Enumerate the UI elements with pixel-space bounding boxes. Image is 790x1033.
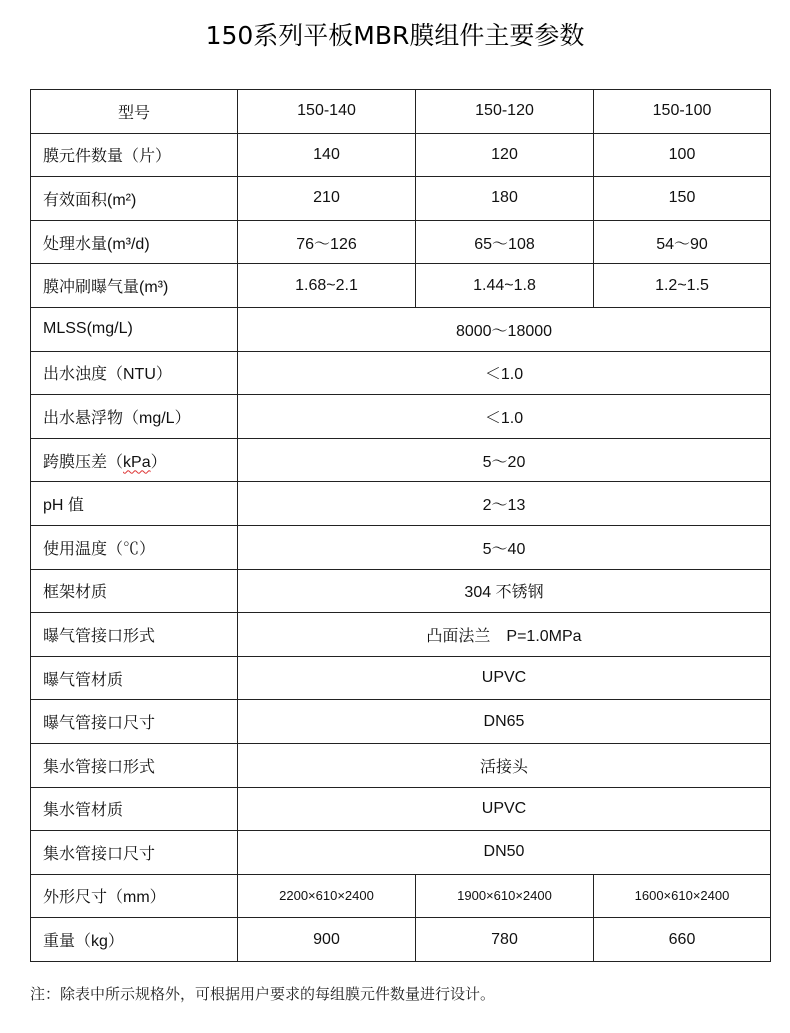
row-label: 框架材质 <box>31 569 238 613</box>
cell-value: 780 <box>416 918 594 962</box>
row-label: 使用温度（℃） <box>31 525 238 569</box>
table-row <box>31 613 771 657</box>
row-label: 外形尺寸（mm） <box>31 874 238 918</box>
cell-value: 1.44~1.8 <box>416 264 594 308</box>
model-150-100: 150-100 <box>594 90 771 134</box>
cell-value: 8000～18000 <box>238 307 771 351</box>
cell-value: 100 <box>594 133 771 177</box>
cell-value: 76～126 <box>238 220 416 264</box>
row-label: 重量（kg） <box>31 918 238 962</box>
cell-value: 5～20 <box>238 438 771 482</box>
table-row <box>31 307 771 351</box>
cell-value: 65～108 <box>416 220 594 264</box>
cell-value: 120 <box>416 133 594 177</box>
row-label: pH 值 <box>31 482 238 526</box>
cell-value: 54～90 <box>594 220 771 264</box>
spec-table <box>30 89 771 962</box>
table-row <box>31 438 771 482</box>
cell-value: UPVC <box>238 787 771 831</box>
table-row <box>31 351 771 395</box>
table-row <box>31 831 771 875</box>
cell-value: 1900×610×2400 <box>416 874 594 918</box>
row-label: 膜元件数量（片） <box>31 133 238 177</box>
model-150-140: 150-140 <box>238 90 416 134</box>
cell-value: ＜1.0 <box>238 351 771 395</box>
row-label-text: 跨膜压差（ <box>43 453 124 471</box>
page-title: 150系列平板MBR膜组件主要参数 <box>205 21 585 50</box>
cell-value: 活接头 <box>238 743 771 787</box>
row-label: 曝气管接口尺寸 <box>31 700 238 744</box>
cell-value: UPVC <box>238 656 771 700</box>
row-label: 膜冲刷曝气量(m³) <box>31 264 238 308</box>
row-label: 处理水量(m³/d) <box>31 220 238 264</box>
table-row <box>31 395 771 439</box>
model-150-120: 150-120 <box>416 90 594 134</box>
row-label: 集水管接口尺寸 <box>31 831 238 875</box>
cell-value: 304 不锈钢 <box>238 569 771 613</box>
cell-value: 900 <box>238 918 416 962</box>
cell-value: ＜1.0 <box>238 395 771 439</box>
table-row <box>31 569 771 613</box>
table-row <box>31 525 771 569</box>
cell-value: 150 <box>594 177 771 221</box>
cell-value: 140 <box>238 133 416 177</box>
cell-value: 2～13 <box>238 482 771 526</box>
cell-value: 1.68~2.1 <box>238 264 416 308</box>
cell-value: 660 <box>594 918 771 962</box>
table-row <box>31 874 771 918</box>
row-label: 集水管接口形式 <box>31 743 238 787</box>
row-label: 出水悬浮物（mg/L） <box>31 395 238 439</box>
table-header-row <box>31 90 771 134</box>
row-label: 集水管材质 <box>31 787 238 831</box>
row-label: 曝气管材质 <box>31 656 238 700</box>
table-row <box>31 220 771 264</box>
table-row <box>31 656 771 700</box>
cell-value: 180 <box>416 177 594 221</box>
cell-value: 2200×610×2400 <box>238 874 416 918</box>
table-row <box>31 264 771 308</box>
table-row <box>31 743 771 787</box>
row-label-unit: kPa <box>123 453 151 471</box>
cell-value: DN50 <box>238 831 771 875</box>
cell-value: DN65 <box>238 700 771 744</box>
header-label: 型号 <box>31 90 238 134</box>
row-label: 曝气管接口形式 <box>31 613 238 657</box>
table-row <box>31 787 771 831</box>
row-label: 有效面积(m²) <box>31 177 238 221</box>
table-row <box>31 177 771 221</box>
cell-value: 凸面法兰 P=1.0MPa <box>238 613 771 657</box>
row-label <box>31 438 238 482</box>
cell-value: 1600×610×2400 <box>594 874 771 918</box>
table-row <box>31 482 771 526</box>
table-row <box>31 700 771 744</box>
table-row <box>31 133 771 177</box>
cell-value: 5～40 <box>238 525 771 569</box>
row-label: 出水浊度（NTU） <box>31 351 238 395</box>
row-label: MLSS(mg/L) <box>31 307 238 351</box>
row-label-text: ） <box>150 453 167 471</box>
footnote: 注：除表中所示规格外，可根据用户要求的每组膜元件数量进行设计。 <box>30 985 496 1003</box>
cell-value: 1.2~1.5 <box>594 264 771 308</box>
cell-value: 210 <box>238 177 416 221</box>
table-row <box>31 918 771 962</box>
